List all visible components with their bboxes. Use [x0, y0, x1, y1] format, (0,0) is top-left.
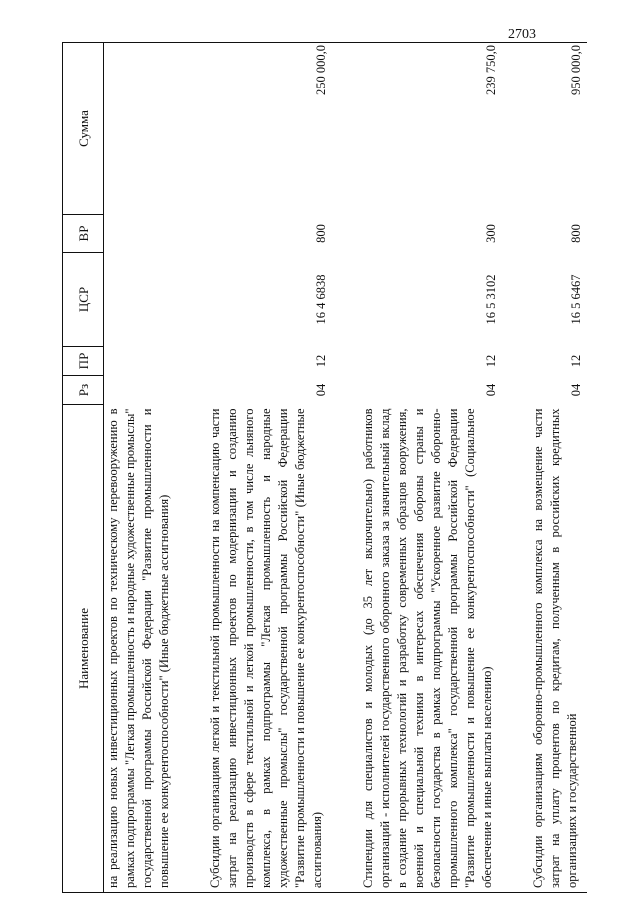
row-vr [104, 215, 180, 253]
spacer-cell [179, 43, 204, 215]
spacer-cell [179, 405, 204, 893]
header-name: Наименование [63, 405, 104, 893]
row-name: Стипендии для специалистов и молодых (до 35 лет включительно) работников организаций - исполнителей государственного оборонного заказа за значительный вклад в создание прорывных технологий и разработку современных образцов вооружения, военной и специальной техники в интересах обеспечения обороны страны и безопасности государства в рамках подпрограммы "Ускоренное развитие оборонно-промышленного комплекса" государственной программы Российской Федерации "Развитие промышленности и повышение ее конкурентоспособности" (Социальное обеспечение и иные выплаты населению) [357, 405, 502, 893]
table-row [104, 43, 180, 893]
spacer-cell [179, 347, 204, 376]
spacer-cell [502, 253, 527, 347]
row-pr: 12 [314, 354, 328, 368]
row-vr: 800 [314, 224, 328, 243]
row-spacer [332, 43, 357, 893]
row-pr: 12 [569, 354, 583, 368]
table-header [63, 43, 104, 893]
spacer-cell [332, 43, 357, 215]
spacer-cell [332, 405, 357, 893]
header-pr: ПР [63, 347, 104, 376]
row-csr: 16 5 3102 [484, 274, 498, 325]
row-name: Субсидии организациям легкой и текстильной промышленности на компенсацию части затрат на реализацию инвестиционных проектов по модернизации и созданию производств в сфере текстильной и легкой промышленности, в том числе льняного комплекса, в рамках подпрограммы "Легкая промышленность и народные художественные промыслы" государственной программы Российской Федерации "Развитие промышленности и повышение ее конкурентоспособности" (Иные бюджетные ассигнования) [204, 405, 332, 893]
spacer-cell [332, 215, 357, 253]
spacer-cell [332, 376, 357, 405]
row-csr: 16 5 6467 [569, 274, 583, 325]
header-vr: ВР [63, 215, 104, 253]
row-csr: 16 4 6838 [314, 274, 328, 325]
spacer-cell [502, 376, 527, 405]
header-sum: Сумма [63, 43, 104, 215]
spacer-cell [502, 405, 527, 893]
table-body [104, 43, 588, 893]
row-sum: 950 000,0 [527, 43, 587, 215]
row-name: на реализацию новых инвестиционных проектов по техническому перевооружению в рамках подпрограммы "Легкая промышленность и народные художественные промыслы" государственной программы Российской Федерации "Развитие промышленности и повышение ее конкурентоспособности" (Иные бюджетные ассигнования) [104, 405, 180, 893]
spacer-cell [332, 253, 357, 347]
spacer-cell [179, 376, 204, 405]
header-csr: ЦСР [63, 253, 104, 347]
spacer-cell [502, 347, 527, 376]
row-sum: 250 000,0 [204, 43, 332, 215]
row-rz: 04 [484, 383, 498, 397]
spacer-cell [179, 215, 204, 253]
row-vr: 800 [569, 224, 583, 243]
spacer-cell [179, 253, 204, 347]
row-rz: 04 [569, 383, 583, 397]
table-row [204, 43, 332, 893]
page-number-text: 2703 [508, 27, 536, 42]
row-sum: 239 750,0 [357, 43, 502, 215]
row-sum [104, 43, 180, 215]
row-rz: 04 [314, 383, 328, 397]
budget-table [62, 42, 587, 893]
row-vr: 300 [484, 224, 498, 243]
rotated-page [62, 27, 622, 893]
row-csr [104, 253, 180, 347]
spacer-cell [332, 347, 357, 376]
row-rz [104, 376, 180, 405]
row-pr [104, 347, 180, 376]
header-rz: Рз [63, 376, 104, 405]
spacer-cell [502, 43, 527, 215]
table-row [527, 43, 587, 893]
row-spacer [502, 43, 527, 893]
spacer-cell [502, 215, 527, 253]
table-row [357, 43, 502, 893]
row-spacer [179, 43, 204, 893]
row-name: Субсидии организациям оборонно-промышленного комплекса на возмещение части затрат на уплату процентов по кредитам, полученным в российских кредитных организациях и государственной [527, 405, 587, 893]
row-pr: 12 [484, 354, 498, 368]
